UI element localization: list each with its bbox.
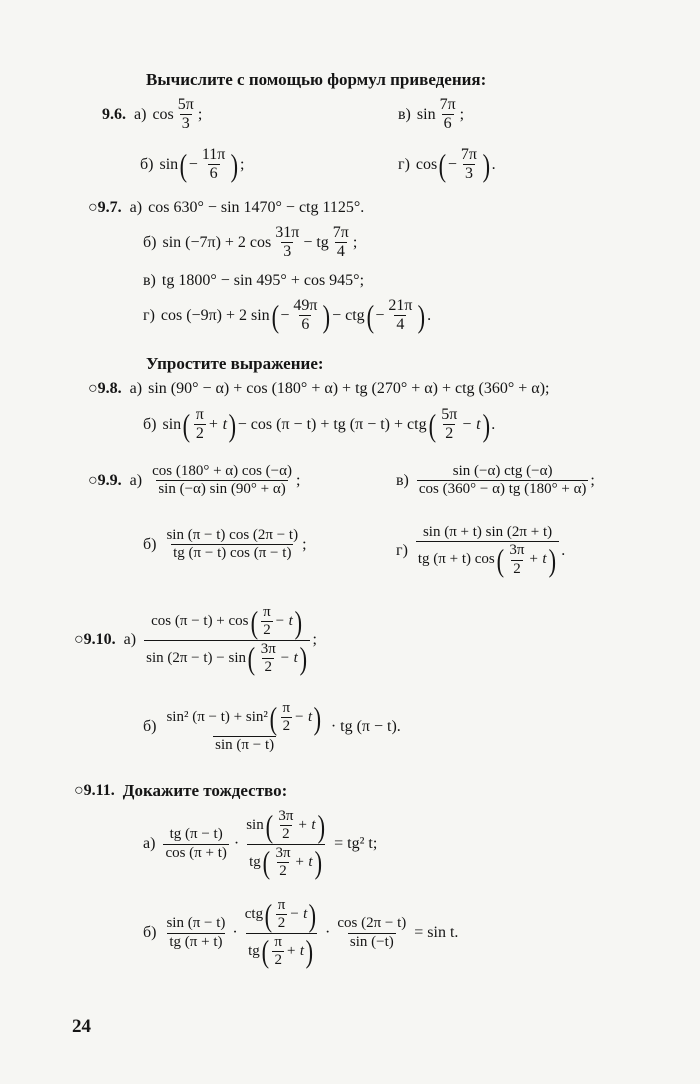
term: − t xyxy=(289,906,308,923)
punctuation: ; xyxy=(197,105,203,123)
punctuation: . xyxy=(491,155,496,173)
instruction-compute: Вычислите с помощью формул приведения: xyxy=(146,70,487,89)
parenthesized-group: ( − $\frac{7\pi}{3}$ ) xyxy=(438,146,491,183)
denominator: 2 xyxy=(264,658,272,675)
parenthesized-group: ( − $\frac{11\pi}{6}$ ) xyxy=(179,146,239,183)
problem-number: ○9.10. xyxy=(74,631,116,648)
denominator: 6 xyxy=(443,115,452,133)
expression: sin (2π − t) − sin xyxy=(146,649,247,666)
parenthesized-group: ( $\frac{\pi}{2}$ − t ) xyxy=(250,603,302,640)
fraction xyxy=(416,524,559,578)
item-label: а) xyxy=(143,835,156,852)
term: − t xyxy=(294,709,313,726)
problem-9-11-header xyxy=(74,781,287,801)
function-name: sin xyxy=(416,105,436,123)
fraction xyxy=(272,934,284,970)
problem-9-8-b xyxy=(143,406,495,444)
expression: cos 630° − sin 1470° − ctg 1125°. xyxy=(148,199,365,216)
numerator: 3π xyxy=(509,542,525,559)
item-label: б) xyxy=(143,415,157,433)
numerator: cos (180° + α) cos (−α) xyxy=(152,463,292,479)
problem-9-11-b xyxy=(143,897,458,969)
problem-9-9-g xyxy=(396,524,565,578)
numerator: 3π xyxy=(260,640,276,657)
numerator: sin (π − t) xyxy=(166,915,226,932)
problem-9-7-g xyxy=(143,297,431,335)
problem-number: 9.6. xyxy=(102,105,126,123)
sign: − xyxy=(280,306,290,324)
numerator: tg (π − t) xyxy=(169,826,223,843)
term: + t xyxy=(207,415,228,433)
multiply-dot: · xyxy=(233,835,240,852)
denominator: 6 xyxy=(209,165,218,183)
fraction xyxy=(194,406,206,444)
fraction xyxy=(243,897,320,969)
item-label: б) xyxy=(143,535,157,553)
item-label: а) xyxy=(123,631,137,648)
function-name: cos xyxy=(415,155,438,173)
term: − t xyxy=(274,613,293,630)
fraction xyxy=(273,845,292,881)
problem-9-7-a xyxy=(88,199,364,217)
fraction xyxy=(200,146,227,184)
denominator: 2 xyxy=(277,915,286,932)
fraction xyxy=(164,915,227,951)
fraction xyxy=(164,700,324,754)
function-name: sin xyxy=(246,817,264,834)
expression: tg 1800° − sin 495° + cos 945°; xyxy=(161,272,365,289)
denominator xyxy=(144,640,310,677)
expression: cos (π − t) + cos xyxy=(151,613,249,630)
page-number: 24 xyxy=(72,1016,91,1037)
term: − t xyxy=(279,649,298,666)
item-label: б) xyxy=(143,924,157,941)
numerator xyxy=(164,700,324,736)
numerator: sin (π + t) sin (2π + t) xyxy=(422,524,553,540)
denominator: 4 xyxy=(336,243,345,261)
numerator: 7π xyxy=(332,224,349,241)
denominator: 4 xyxy=(396,316,405,334)
fraction xyxy=(244,808,328,880)
punctuation: . xyxy=(491,415,496,433)
denominator xyxy=(247,844,325,881)
sign: − xyxy=(447,155,457,173)
problem-9-6-row1 xyxy=(102,96,202,134)
numerator: sin (π − t) cos (2π − t) xyxy=(166,527,299,543)
punctuation: . xyxy=(561,541,566,559)
problem-9-11-a xyxy=(143,808,377,880)
item-label: а) xyxy=(134,105,147,123)
parenthesized-group: ( − $\frac{49\pi}{6}$ ) xyxy=(271,297,331,334)
problem-9-8-a xyxy=(88,380,549,398)
sign: − xyxy=(188,155,198,173)
fraction xyxy=(276,897,288,933)
numerator: 21π xyxy=(388,297,413,314)
item-label: б) xyxy=(140,155,154,173)
numerator: 7π xyxy=(439,96,456,113)
expression: − tg xyxy=(303,233,329,251)
numerator: π xyxy=(282,700,291,716)
numerator: 11π xyxy=(201,146,226,163)
numerator xyxy=(149,604,305,640)
fraction xyxy=(335,915,408,951)
punctuation: ; xyxy=(302,535,307,553)
item-label: г) xyxy=(396,541,408,559)
function-name: ctg xyxy=(244,906,264,923)
fraction xyxy=(438,96,458,134)
expression: tg (π + t) cos xyxy=(417,551,495,568)
expression: cos (−9π) + 2 sin xyxy=(160,306,270,324)
problem-9-7-b xyxy=(143,224,357,262)
numerator: 3π xyxy=(278,808,294,824)
item-label: б) xyxy=(143,233,157,251)
denominator: cos (360° − α) tg (180° + α) xyxy=(418,481,587,498)
expression: sin (−7π) + 2 cos xyxy=(162,233,272,251)
term: + t xyxy=(528,551,547,568)
punctuation: ; xyxy=(295,471,301,489)
function-name: tg xyxy=(249,853,261,870)
punctuation: ; xyxy=(239,155,245,173)
item-label: б) xyxy=(143,717,157,735)
denominator: 2 xyxy=(195,425,204,443)
fraction xyxy=(261,604,273,640)
right-hand-side: = sin t. xyxy=(414,924,459,941)
numerator: π xyxy=(263,604,271,620)
numerator: 5π xyxy=(177,96,194,113)
fraction xyxy=(176,96,196,134)
denominator: tg (π + t) xyxy=(169,933,223,950)
problem-9-9-a xyxy=(88,463,300,499)
parenthesized-group: ( $\frac{\pi}{2}$ − t ) xyxy=(269,699,322,736)
expression: · tg (π − t). xyxy=(330,717,401,735)
fraction xyxy=(273,224,301,262)
denominator: 2 xyxy=(445,425,454,443)
problem-9-6-v xyxy=(398,96,464,134)
fraction xyxy=(459,146,479,184)
numerator: sin (−α) ctg (−α) xyxy=(452,463,553,479)
fraction xyxy=(259,641,278,677)
denominator: tg (π − t) cos (π − t) xyxy=(173,545,292,562)
fraction xyxy=(163,826,228,862)
term: + t xyxy=(297,817,316,834)
problem-9-9-v xyxy=(396,463,595,499)
denominator: 3 xyxy=(283,243,292,261)
numerator: π xyxy=(277,897,286,913)
multiply-dot: · xyxy=(232,924,238,941)
item-label: а) xyxy=(129,380,143,397)
problem-number: ○9.7. xyxy=(88,199,122,216)
fraction xyxy=(291,297,319,335)
numerator: 31π xyxy=(275,224,300,241)
denominator: 2 xyxy=(274,951,282,968)
denominator: 2 xyxy=(282,718,291,735)
problem-9-7-v xyxy=(143,272,364,290)
denominator xyxy=(416,541,559,578)
function-name: sin xyxy=(159,155,179,173)
parenthesized-group: ( $\frac{3\pi}{2}$ − t ) xyxy=(247,640,307,677)
denominator: 2 xyxy=(513,560,521,577)
instruction-prove: Докажите тождество: xyxy=(122,781,288,800)
instruction-simplify: Упростите выражение: xyxy=(146,354,324,373)
problem-9-10-a xyxy=(74,604,317,676)
function-name: tg xyxy=(248,942,260,959)
term: + t xyxy=(294,853,313,870)
fraction xyxy=(439,406,459,444)
problem-9-6-b xyxy=(140,146,244,184)
numerator xyxy=(243,897,320,933)
item-label: а) xyxy=(129,199,143,216)
item-label: г) xyxy=(143,306,155,324)
problem-number: ○9.8. xyxy=(88,380,122,397)
expression: sin² (π − t) + sin² xyxy=(166,709,268,726)
multiply-dot: · xyxy=(325,924,331,941)
parenthesized-group: ( $\frac{\pi}{2}$ + t ) xyxy=(261,933,314,970)
numerator: cos (2π − t) xyxy=(337,915,407,932)
term: + t xyxy=(285,942,305,959)
problem-number: ○9.9. xyxy=(88,471,122,489)
term: − t xyxy=(461,415,481,433)
parenthesized-group: ( $\frac{3\pi}{2}$ + t ) xyxy=(265,807,325,844)
parenthesized-group: ( $\frac{\pi}{2}$ − t ) xyxy=(264,896,317,933)
numerator: 5π xyxy=(441,406,458,423)
sign: − xyxy=(375,306,385,324)
parenthesized-group: ( $\frac{\pi}{2}$ + t ) xyxy=(182,406,237,443)
expression: sin (90° − α) + cos (180° + α) + tg (270° + α) + ctg (360° + α); xyxy=(148,380,550,397)
problem-9-6-g xyxy=(398,146,496,184)
problem-9-10-b xyxy=(143,700,401,754)
denominator: sin (−α) sin (90° + α) xyxy=(158,481,286,498)
punctuation: ; xyxy=(352,233,358,251)
parenthesized-group: ( − $\frac{21\pi}{4}$ ) xyxy=(366,297,426,334)
numerator: 3π xyxy=(275,844,291,861)
denominator: 3 xyxy=(464,165,473,183)
denominator: 2 xyxy=(282,826,290,843)
numerator: 7π xyxy=(460,146,477,163)
denominator: 2 xyxy=(263,622,271,639)
numerator: 49π xyxy=(293,297,318,314)
function-name: sin xyxy=(162,415,182,433)
parenthesized-group: ( $\frac{5\pi}{2}$ − t ) xyxy=(428,406,490,443)
denominator: 3 xyxy=(181,115,190,133)
item-label: а) xyxy=(129,471,143,489)
fraction xyxy=(164,527,300,563)
denominator: sin (−t) xyxy=(349,933,394,950)
fraction xyxy=(276,808,295,844)
fraction xyxy=(386,297,414,335)
fraction xyxy=(417,463,589,499)
punctuation: ; xyxy=(590,471,595,489)
parenthesized-group: ( $\frac{3\pi}{2}$ + t ) xyxy=(496,542,556,578)
punctuation: ; xyxy=(459,105,465,123)
problem-9-9-b xyxy=(143,527,307,563)
parenthesized-group: ( $\frac{3\pi}{2}$ + t ) xyxy=(262,844,322,881)
fraction xyxy=(150,463,294,499)
numerator xyxy=(244,808,328,844)
right-hand-side: = tg² t; xyxy=(334,835,378,852)
punctuation: . xyxy=(427,306,432,324)
fraction xyxy=(144,604,310,676)
expression: − cos (π − t) + tg (π − t) + ctg xyxy=(237,415,427,433)
fraction xyxy=(281,700,293,736)
numerator: π xyxy=(274,933,282,950)
item-label: в) xyxy=(398,105,411,123)
item-label: г) xyxy=(398,155,410,173)
denominator xyxy=(246,933,317,970)
fraction xyxy=(507,542,526,578)
punctuation: ; xyxy=(312,631,317,648)
fraction xyxy=(331,224,351,262)
expression: − ctg xyxy=(332,306,365,324)
denominator: sin (π − t) xyxy=(215,736,275,753)
denominator: 2 xyxy=(279,862,287,879)
denominator: cos (π + t) xyxy=(165,844,227,861)
problem-number: ○9.11. xyxy=(74,782,115,799)
denominator: 6 xyxy=(301,316,310,334)
item-label: в) xyxy=(396,471,409,489)
function-name: cos xyxy=(152,105,174,123)
item-label: в) xyxy=(143,272,156,289)
numerator: π xyxy=(195,406,204,423)
